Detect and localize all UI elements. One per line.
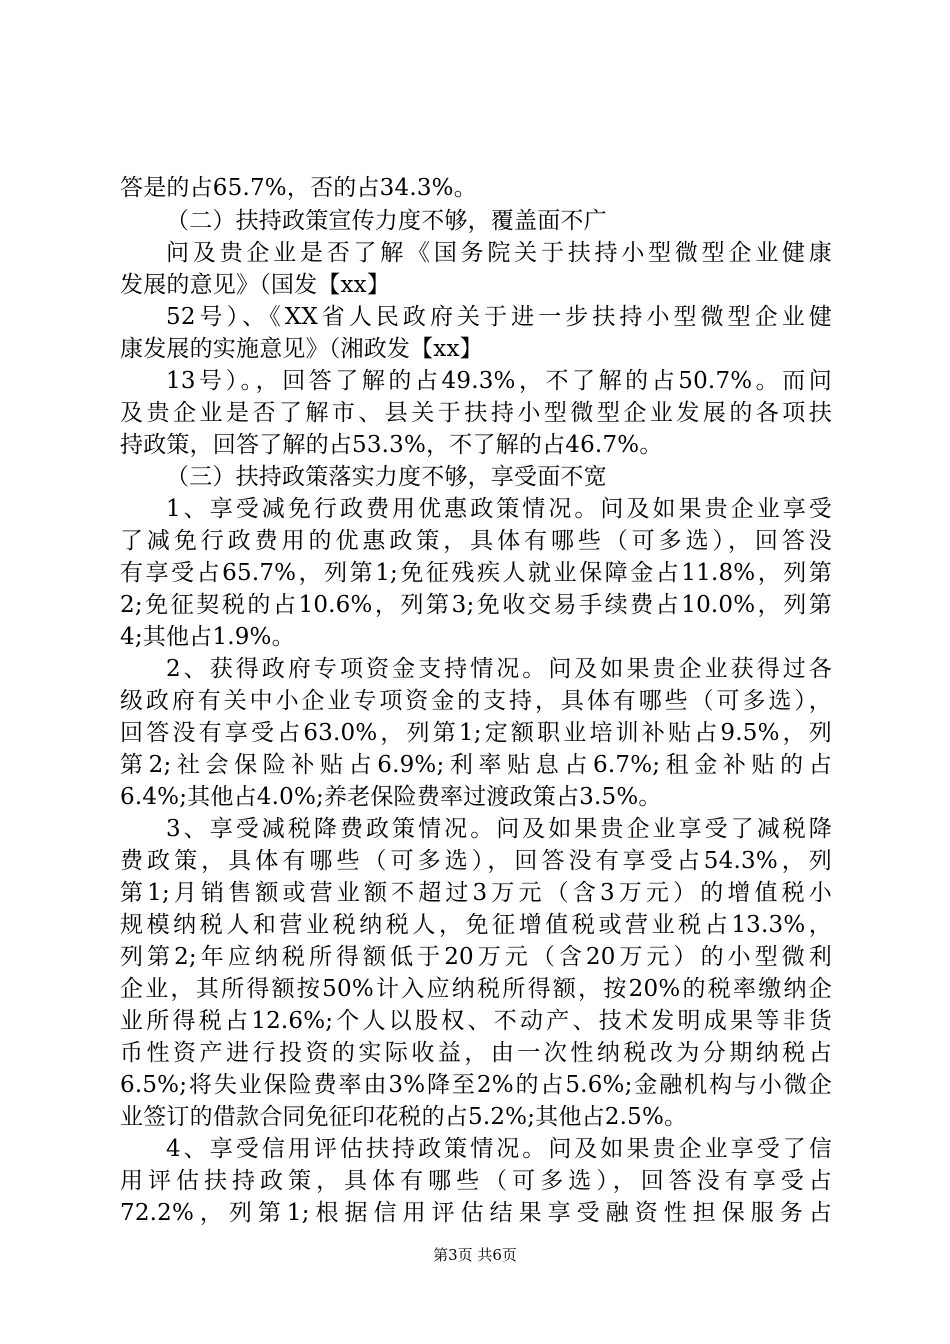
text-line: 业签订的借款合同免征印花税的占5.2%;其他占2.5%。 xyxy=(120,1104,688,1130)
text-line: 1、享受减免行政费用优惠政策情况。问及如果贵企业享受 xyxy=(166,496,832,522)
text-line: 用评估扶持政策，具体有哪些（可多选），回答没有享受占 xyxy=(120,1168,832,1194)
text-line: 问及贵企业是否了解《国务院关于扶持小型微型企业健康 xyxy=(166,240,832,266)
text-line: 企业，其所得额按50%计入应纳税所得额，按20%的税率缴纳企 xyxy=(120,976,832,1002)
text-line: 级政府有关中小企业专项资金的支持，具体有哪些（可多选）， xyxy=(120,688,832,714)
text-line: 持政策，回答了解的占53.3%，不了解的占46.7%。 xyxy=(120,432,663,458)
text-line: 列第2;年应纳税所得额低于20万元（含20万元）的小型微利 xyxy=(120,944,832,970)
text-line: 及贵企业是否了解市、县关于扶持小型微型企业发展的各项扶 xyxy=(120,400,832,426)
text-line: 6.4%;其他占4.0%;养老保险费率过渡政策占3.5%。 xyxy=(120,784,662,810)
text-line: 发展的意见》（国发【xx】 xyxy=(120,272,391,298)
text-line: 13号）。，回答了解的占49.3%，不了解的占50.7%。而问 xyxy=(166,368,832,394)
text-line: 4、享受信用评估扶持政策情况。问及如果贵企业享受了信 xyxy=(166,1136,832,1162)
text-line: 第2;社会保险补贴占6.9%;利率贴息占6.7%;租金补贴的占 xyxy=(120,752,832,778)
text-line: 4;其他占1.9%。 xyxy=(120,624,295,650)
text-line: 72.2%，列第1;根据信用评估结果享受融资性担保服务占 xyxy=(120,1200,832,1226)
text-line: 回答没有享受占63.0%，列第1;定额职业培训补贴占9.5%，列 xyxy=(120,720,832,746)
text-line: 第1;月销售额或营业额不超过3万元（含3万元）的增值税小 xyxy=(120,880,832,906)
text-line: 答是的占65.7%，否的占34.3%。 xyxy=(120,175,477,201)
text-line: 了减免行政费用的优惠政策，具体有哪些（可多选），回答没 xyxy=(120,528,832,554)
text-line: 3、享受减税降费政策情况。问及如果贵企业享受了减税降 xyxy=(166,816,832,842)
text-line: 6.5%;将失业保险费率由3%降至2%的占5.6%;金融机构与小微企 xyxy=(120,1072,832,1098)
section-heading: （二）扶持政策宣传力度不够，覆盖面不广 xyxy=(166,208,607,234)
page-footer: 第3页 共6页 xyxy=(433,1246,517,1264)
text-line: 52号）、《XX省人民政府关于进一步扶持小型微型企业健 xyxy=(166,304,832,330)
text-line: 2、获得政府专项资金支持情况。问及如果贵企业获得过各 xyxy=(166,656,832,682)
text-line: 业所得税占12.6%;个人以股权、不动产、技术发明成果等非货 xyxy=(120,1008,832,1034)
text-line: 币性资产进行投资的实际收益，由一次性纳税改为分期纳税占 xyxy=(120,1040,832,1066)
text-line: 规模纳税人和营业税纳税人，免征增值税或营业税占13.3%， xyxy=(120,912,832,938)
text-line: 费政策，具体有哪些（可多选），回答没有享受占54.3%，列 xyxy=(120,848,832,874)
section-heading: （三）扶持政策落实力度不够，享受面不宽 xyxy=(166,464,607,490)
text-line: 2;免征契税的占10.6%，列第3;免收交易手续费占10.0%，列第 xyxy=(120,592,832,618)
text-line: 康发展的实施意见》（湘政发【xx】 xyxy=(120,336,483,362)
text-line: 有享受占65.7%，列第1;免征残疾人就业保障金占11.8%，列第 xyxy=(120,560,832,586)
